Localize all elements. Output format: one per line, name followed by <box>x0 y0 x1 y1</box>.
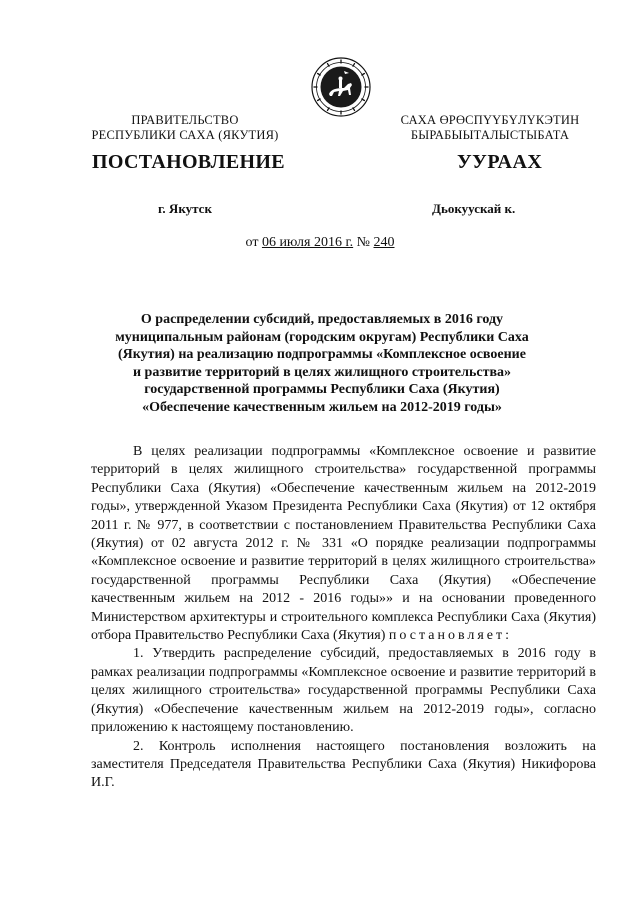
resolution-item-1: 1. Утвердить распределение субсидий, предоставляемых в 2016 году в рамках реализации подпрограммы «Комплексное освоение и развитие территорий в целях жилищного строительства» государственной программы Республики Саха (Якутия) «Обеспечение качественным жильем на 2012-2019 годы», согласно приложению к настоящему постановлению. <box>91 646 596 736</box>
issuing-authority-ru <box>80 113 290 143</box>
document-body <box>91 443 596 793</box>
document-date-number <box>0 235 640 251</box>
document-title <box>80 311 564 416</box>
resolution-item-2: 2. Контроль исполнения настоящего постановления возложить на заместителя Председателя Правительства Республики Саха (Якутия) Никифорова И.Г. <box>91 738 596 791</box>
title-line: О распределении субсидий, предоставляемых в 2016 году <box>140 312 504 327</box>
title-line: и развитие территорий в целях жилищного строительства» <box>132 364 512 380</box>
document-type-ru: ПОСТАНОВЛЕНИЕ <box>92 151 285 173</box>
preamble-paragraph <box>91 443 596 645</box>
issuing-authority-sakha <box>380 113 600 143</box>
preamble-text: В целях реализации подпрограммы «Комплексное освоение и развитие территорий в целях жилищного строительства» государственной программы Республики Саха (Якутия) «Обеспечение качественным жильем на 2012-2019 годы», утвержденной Указом Президента Республики Саха (Якутия) от 12 октября 2011 г. № 977, в соответствии с постановлением Правительства Республики Саха (Якутия) от 02 августа 2012 г. № 331 «О порядке реализации подпрограммы «Комплексное освоение и развитие территорий в целях жилищного строительства» государственной программы Республики Саха (Якутия) «Обеспечение качественным жильем на 2012 - 2016 годы»» и на основании проведенного Министерством архитектуры и строительного комплекса Республики Саха (Якутия) отбора Правительство Республики Саха (Якутия) <box>91 444 596 644</box>
document-type-sakha: УУРААХ <box>457 151 543 173</box>
document-date: 06 июля 2016 г. <box>261 235 354 250</box>
org-line: ПРАВИТЕЛЬСТВО <box>131 113 239 127</box>
city-sakha: Дьокуускай к. <box>432 201 516 216</box>
title-line: государственной программы Республики Саха (Якутия) <box>144 382 500 397</box>
republic-emblem-icon <box>311 57 371 117</box>
org-line: РЕСПУБЛИКИ САХА (ЯКУТИЯ) <box>91 128 279 142</box>
date-prefix: от <box>245 235 259 250</box>
resolves-word: постановляет: <box>388 628 513 644</box>
title-line: (Якутия) на реализацию подпрограммы «Комплексное освоение <box>118 347 526 362</box>
title-line: муниципальным районам (городским округам) Республики Саха <box>115 329 529 345</box>
document-number: 240 <box>373 235 395 250</box>
org-line: БЫРАБЫЫТАЛЫСТЫБАТА <box>410 128 570 142</box>
title-line: «Обеспечение качественным жильем на 2012-2019 годы» <box>142 399 502 415</box>
city-ru: г. Якутск <box>158 201 212 216</box>
number-sign: № <box>356 235 370 250</box>
org-line: САХА ӨРӨСПҮҮБҮЛҮКЭТИН <box>400 113 580 127</box>
